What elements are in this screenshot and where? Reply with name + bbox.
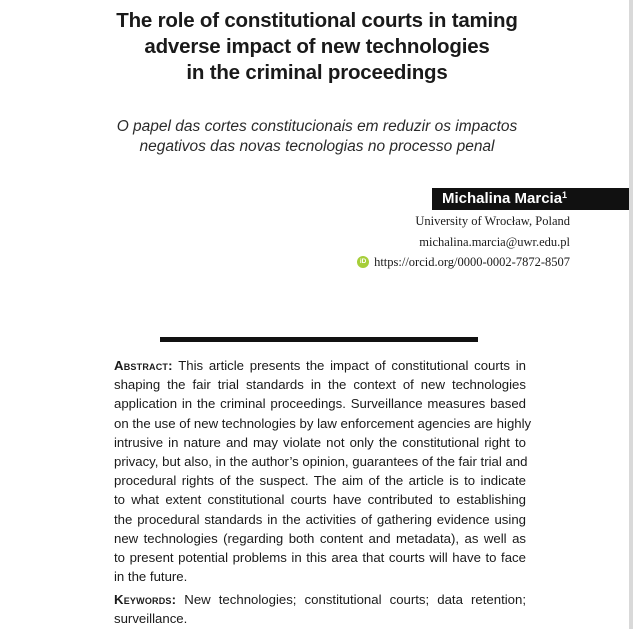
author-footnote-mark: 1	[562, 190, 568, 200]
author-name: Michalina Marcia	[442, 190, 563, 207]
page-edge	[629, 0, 633, 629]
orcid-link[interactable]: https://orcid.org/0000-0002-7872-8507	[374, 255, 570, 269]
title-line: adverse impact of new technologies	[144, 35, 490, 58]
abstract-line: privacy, but also, in the author’s opinion, guarantees of the fair trial and	[114, 454, 528, 470]
author-email-link[interactable]: michalina.marcia@uwr.edu.pl	[419, 235, 570, 249]
keywords-line: surveillance.	[114, 611, 188, 627]
abstract-line: to present potential problems in this area that courts will have to face	[114, 550, 526, 566]
abstract-line: on the use of new technologies by law enforcement agencies are highly	[114, 415, 532, 431]
abstract-line: application in the criminal proceedings. Surveillance measures based	[114, 396, 526, 412]
article-subtitle	[60, 117, 574, 157]
orcid-icon: iD	[357, 256, 369, 268]
abstract-line: new technologies (regarding both content and metadata), as well as	[114, 530, 526, 546]
abstract-line: intrusive in nature and may violate not only the constitutional right to	[114, 434, 526, 450]
keywords-label: Keywords:	[114, 592, 177, 607]
author-orcid	[357, 255, 570, 270]
title-line: The role of constitutional courts in taming	[116, 9, 518, 32]
title-line: in the criminal proceedings	[186, 61, 448, 84]
article-title	[60, 8, 574, 86]
keywords	[114, 590, 526, 628]
abstract	[114, 356, 532, 586]
subtitle-line: negativos das novas tecnologias no processo penal	[139, 138, 495, 155]
abstract-line: procedural rights of the suspect. The aim of the article is to indicate	[114, 473, 526, 489]
abstract-line: the procedural standards in the activities of gathering evidence using	[114, 511, 526, 527]
author-name-bar	[432, 188, 633, 210]
abstract-line	[114, 356, 526, 375]
keywords-line	[114, 590, 526, 609]
abstract-label: Abstract:	[114, 358, 173, 373]
abstract-line: in the future.	[114, 569, 188, 585]
keywords-text: New technologies; constitutional courts; data retention;	[176, 592, 526, 607]
subtitle-line: O papel das cortes constitucionais em reduzir os impactos	[116, 118, 518, 135]
abstract-line: shaping the fair trial standards in the context of new technologies	[114, 377, 526, 393]
abstract-line: to what extent constitutional courts have contributed to establishing	[114, 492, 526, 508]
abstract-text: This article presents the impact of constitutional courts in	[172, 358, 526, 373]
section-divider	[160, 337, 478, 342]
author-affiliation: University of Wrocław, Poland	[415, 214, 570, 228]
